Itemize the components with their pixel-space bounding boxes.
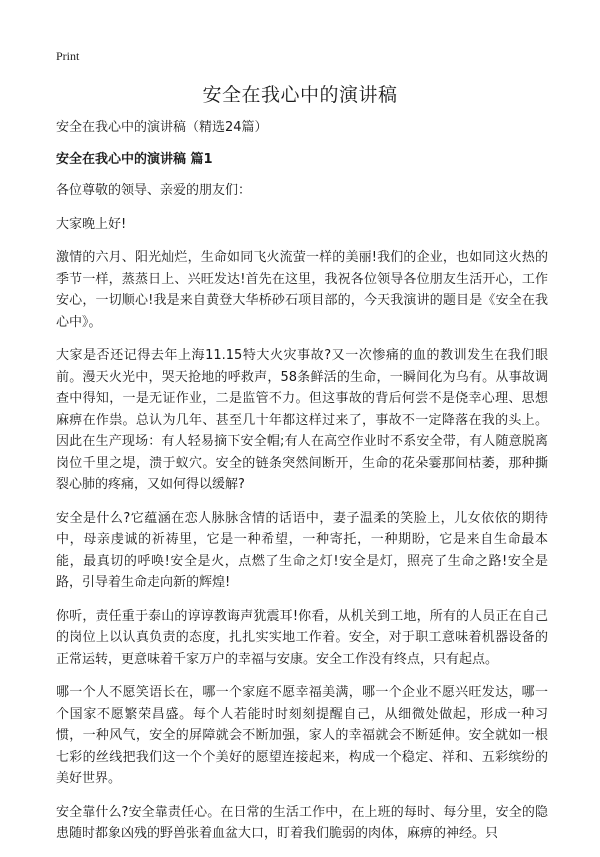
- paragraph-salutation: 大家晚上好!: [56, 216, 127, 232]
- paragraph: 激情的六月、阳光灿烂，生命如同飞火流萤一样的美丽!我们的企业，也如同这火热的季节一样，蒸蒸日上、兴旺发达!首先在这里，我祝各位领导各位朋友生活开心，工作安心，一切顺心!我是来自黄登大华桥砂石项目部的，今天我演讲的题目是《安全在我心中》。: [56, 250, 548, 330]
- document-body: [56, 117, 548, 857]
- paragraph: 安全是什么?它蕴涵在恋人脉脉含情的话语中，妻子温柔的笑脸上，儿女依依的期待中，母亲虔诚的祈祷里，它是一种希望，一种寄托，一种期盼，它是来自生命最本能，最真切的呼唤!安全是火，点燃了生命之灯!安全是灯，照亮了生命之路!安全是路，引导着生命走向新的辉煌!: [56, 510, 548, 590]
- document-subtitle: 安全在我心中的演讲稿（精选24篇）: [56, 120, 268, 135]
- paragraph-greeting: 各位尊敬的领导、亲爱的朋友们：: [56, 183, 252, 198]
- section-heading: 安全在我心中的演讲稿 篇1: [56, 151, 213, 167]
- paragraph: 你听，责任重于泰山的谆谆教诲声犹震耳!你看，从机关到工地，所有的人员正在自己的岗位上以认真负责的态度，扎扎实实地工作着。安全，对于职工意味着机器设备的正常运转，更意味着千家万户的幸福与安康。安全工作没有终点，只有起点。: [56, 608, 548, 667]
- page-title: 安全在我心中的演讲稿: [202, 84, 398, 106]
- paragraph: 大家是否还记得去年上海11.15特大火灾事故?又一次惨痛的血的教训发生在我们眼前。漫天火光中，哭天抢地的呼救声，58条鲜活的生命，一瞬间化为乌有。从事故调查中得知，一是无证作业，二是监管不力。但这事故的背后何尝不是侥幸心理、思想麻痹在作祟。总认为几年、甚至几十年都这样过来了，事故不一定降落在我的头上。因此在生产现场：有人轻易摘下安全帽;有人在高空作业时不系安全带，有人随意脱离岗位千里之堤，溃于蚁穴。安全的链条突然间断开，生命的花朵霎那间枯萎，那种撕裂心肺的疼痛，又如何得以缓解?: [56, 348, 548, 492]
- print-link[interactable]: Print: [56, 49, 80, 63]
- paragraph: 安全靠什么?安全靠责任心。在日常的生活工作中，在上班的每时、每分里，安全的隐患随时都象凶残的野兽张着血盆大口，盯着我们脆弱的肉体，麻痹的神经。只: [56, 804, 548, 841]
- paragraph: 哪一个人不愿笑语长在，哪一个家庭不愿幸福美满，哪一个企业不愿兴旺发达，哪一个国家不愿繁荣昌盛。每个人若能时时刻刻提醒自己，从细微处做起，形成一种习惯，一种风气，安全的屏障就会不断加强，家人的幸福就会不断延伸。安全就如一根七彩的丝线把我们这一个个美好的愿望连接起来，构成一个稳定、祥和、五彩缤纷的美好世界。: [56, 685, 548, 786]
